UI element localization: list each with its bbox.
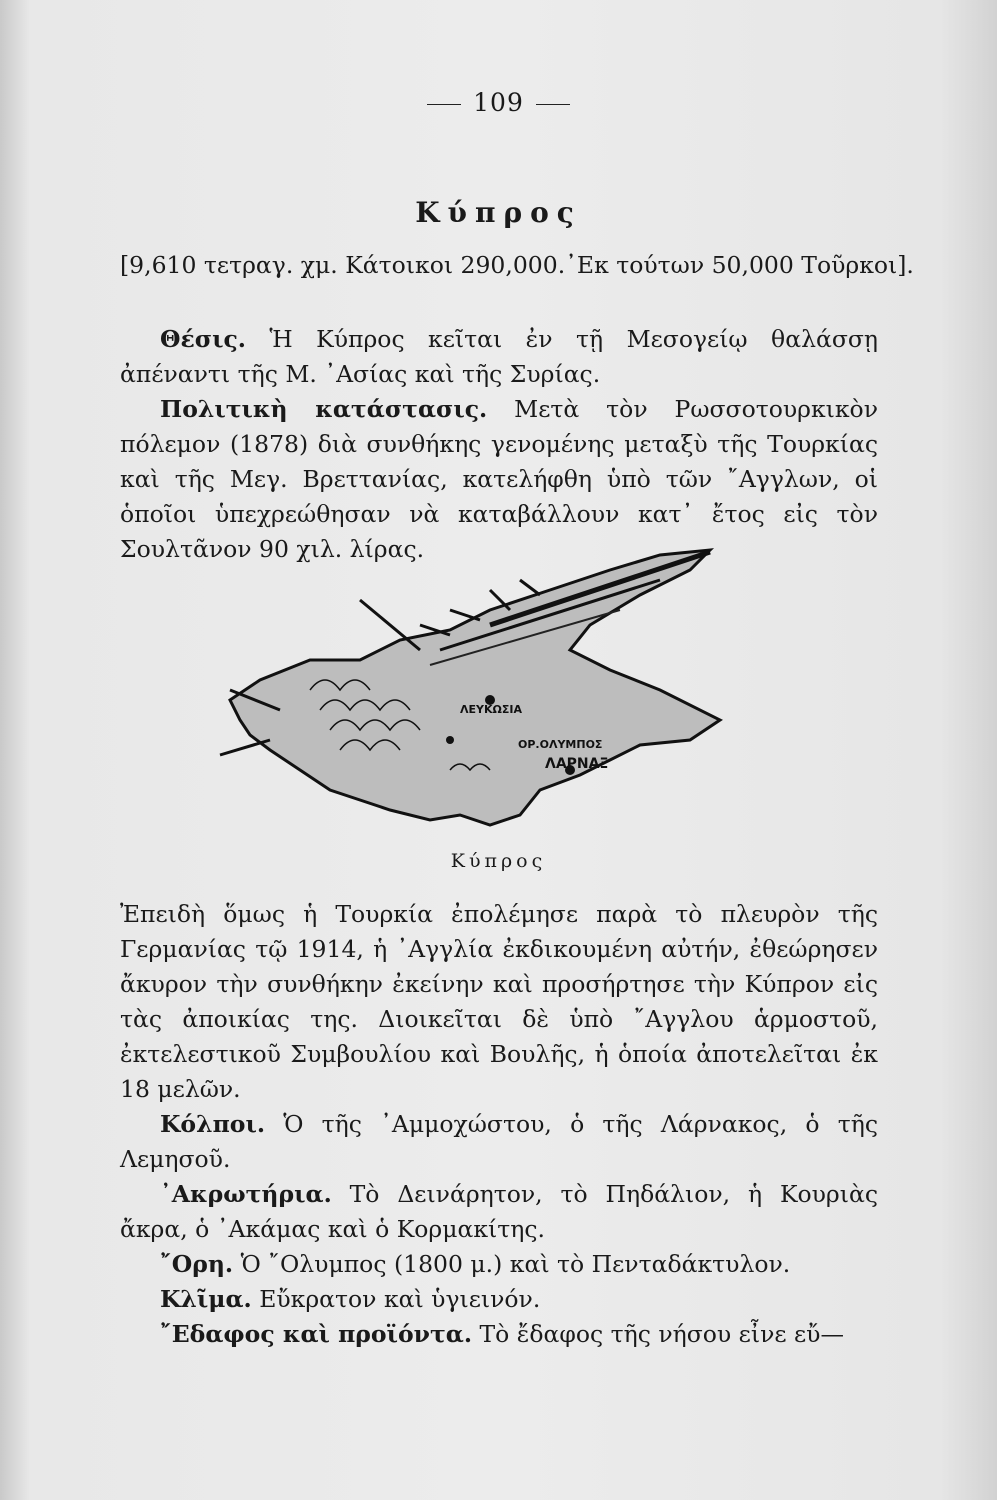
section-text: Ὁ τῆς ᾽Αμμοχώστου, ὁ τῆς Λάρνακος, ὁ τῆς Λεμησοῦ. <box>120 1110 878 1173</box>
dash-left <box>427 104 461 105</box>
section-heading: ῎Εδαφος καὶ προϊόντα. <box>160 1320 473 1348</box>
map-label-larnax: ΛΑΡΝΑΞ <box>545 756 609 772</box>
section-text: Τὸ Δεινάρητον, τὸ Πηδάλιον, ἡ Κουριὰς ἄκρα, ὁ ᾽Ακάμας καὶ ὁ Κορμακίτης. <box>120 1180 878 1243</box>
island-outline <box>230 550 720 825</box>
page-number <box>0 88 997 117</box>
map-label-olympos: ΟΡ.ΟΛΥΜΠΟΣ <box>518 738 603 751</box>
section-text: Ὁ ῎Ολυμπος (1800 μ.) καὶ τὸ Πενταδάκτυλον. <box>233 1250 791 1278</box>
page-number-text: 109 <box>473 88 524 117</box>
map-caption: Κύπρος <box>450 850 547 872</box>
section-heading: Θέσις. <box>160 325 246 353</box>
section-location <box>120 322 878 392</box>
section-heading: Κόλποι. <box>160 1110 266 1138</box>
olympus-dot <box>446 736 454 744</box>
continuation-paragraph: Ἐπειδὴ ὅμως ἡ Τουρκία ἐπολέμησε παρὰ τὸ πλευρὸν τῆς Γερμανίας τῷ 1914, ἡ ᾽Αγγλία ἐκδικουμένη αὐτήν, ἐθεώρησεν ἄκυρον τὴν συνθήκην ἐκείνην καὶ προσήρτησε τὴν Κύπρον εἰς τὰς ἀποικίας της. Διοικεῖται δὲ ὑπὸ ῎Αγγλου ἁρμοστοῦ, ἐκτελεστικοῦ Συμβουλίου καὶ Βουλῆς, ἡ ὁποία ἀποτελεῖται ἐκ 18 μελῶν. <box>120 900 878 1103</box>
section-heading: ῎Ορη. <box>160 1250 234 1278</box>
page-title: Κύπρος <box>415 196 582 229</box>
section-mountains <box>120 1247 878 1282</box>
section-text: Εὔκρατον καὶ ὑγιεινόν. <box>251 1285 541 1313</box>
map-label-lefkosia: ΛΕΥΚΩΣΙΑ <box>460 703 522 716</box>
bottom-sections <box>120 897 878 1352</box>
section-gulfs <box>120 1107 878 1177</box>
section-capes <box>120 1177 878 1247</box>
section-text: Τὸ ἔδαφος τῆς νήσου εἶνε εὔ— <box>472 1320 844 1348</box>
section-text: Μετὰ τὸν Ρωσσοτουρκικὸν πόλεμον (1878) διὰ συνθήκης γενομένης μεταξὺ τῆς Τουρκίας καὶ τῆς Μεγ. Βρεττανίας, κατελήφθη ὑπὸ τῶν ῎Αγγλων, οἱ ὁποῖοι ὑπεχρεώθησαν νὰ καταβάλλουν κατ᾽ ἔτος εἰς τὸν Σουλτᾶνον 90 χιλ. λίρας. <box>120 395 878 563</box>
section-heading: ᾽Ακρωτήρια. <box>160 1180 332 1208</box>
top-sections <box>120 322 878 567</box>
cyprus-map-drawing <box>190 540 750 840</box>
dash-right <box>536 104 570 105</box>
section-climate <box>120 1282 878 1317</box>
section-heading: Κλῖμα. <box>160 1285 252 1313</box>
stats-line: [9,610 τετραγ. χμ. Κάτοικοι 290,000.᾽Εκ τούτων 50,000 Τοῦρκοι]. <box>120 251 914 279</box>
section-text: Ἡ Κύπρος κεῖται ἐν τῇ Μεσογείῳ θαλάσσῃ ἀπέναντι τῆς Μ. ᾽Ασίας καὶ τῆς Συρίας. <box>120 325 878 388</box>
section-heading: Πολιτικὴ κατάστασις. <box>160 395 488 423</box>
section-soil <box>120 1317 878 1352</box>
cyprus-map <box>190 540 750 840</box>
